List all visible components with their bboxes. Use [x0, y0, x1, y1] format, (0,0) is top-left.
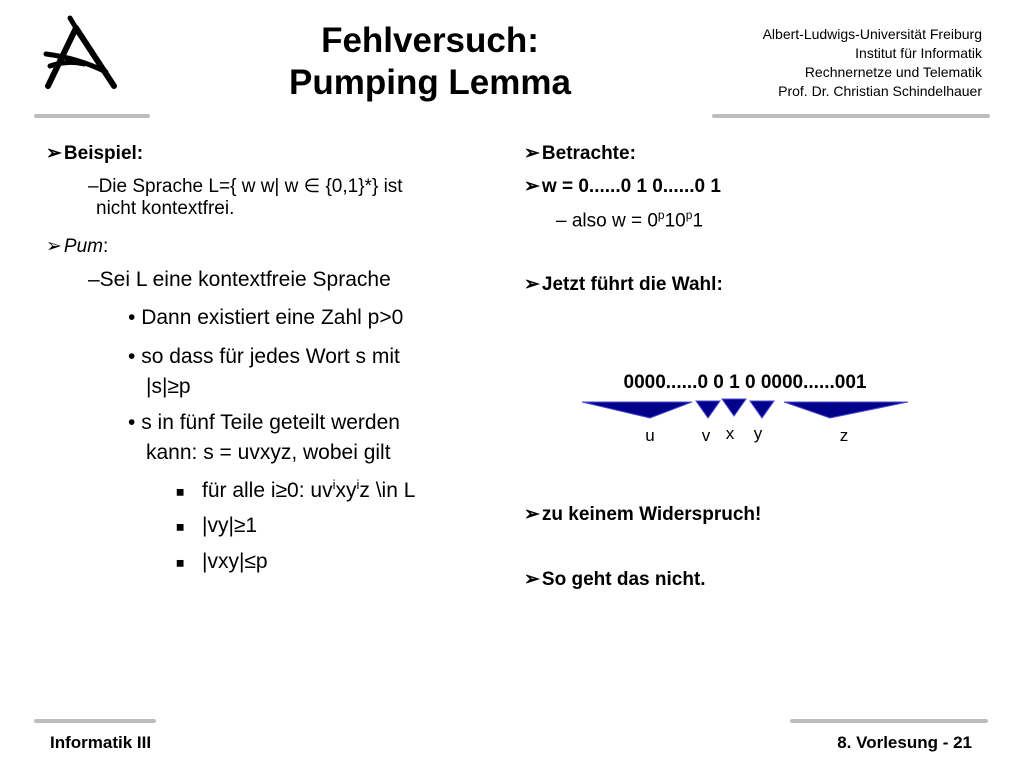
sub-1-sup-2: i: [356, 477, 360, 492]
beispiel-text-line-2: nicht kontextfrei.: [96, 198, 235, 219]
arrowhead-bullet-icon: ➢: [524, 143, 540, 164]
segment-z-triangle: [784, 402, 908, 418]
label-u: u: [645, 426, 655, 445]
arrowhead-bullet-icon: ➢: [524, 504, 540, 525]
label-x: x: [725, 424, 735, 443]
bullet-1-text: Dann existiert eine Zahl p>0: [141, 306, 404, 329]
jetzt-text: Jetzt führt die Wahl:: [541, 274, 723, 295]
beispiel-label: Beispiel:: [63, 143, 144, 164]
bullet-3-text-line-2: kann: s = uvxyz, wobei gilt: [146, 441, 391, 464]
also-text-a: – also w = 0: [556, 210, 658, 232]
beispiel-heading: [46, 142, 143, 165]
sub-3-text: |vxy|≤p: [201, 550, 268, 573]
university-logo: [38, 14, 124, 94]
institution-block: [763, 25, 982, 101]
jetzt-heading: [524, 273, 723, 296]
so-geht-line: [524, 568, 706, 591]
segment-x-triangle: [722, 399, 746, 416]
dot-bullet-icon: •: [128, 345, 142, 368]
arrowhead-bullet-icon: ➢: [524, 569, 540, 590]
also-sup-1: p: [657, 208, 665, 222]
betrachte-label: Betrachte:: [541, 143, 636, 164]
slide-title: [250, 20, 610, 104]
bullet-3-text-line-1: s in fünf Teile geteilt werden: [141, 411, 400, 434]
sub-bullet-1: [176, 477, 415, 503]
header-rule-right: [712, 114, 990, 118]
arrowhead-bullet-icon: ➢: [46, 143, 62, 164]
widerspruch-text: zu keinem Widerspruch!: [541, 504, 762, 525]
widerspruch-line: [524, 503, 761, 526]
word-string: 0000......0 0 1 0 0000......001: [623, 372, 867, 393]
sub-1-sup-1: i: [332, 477, 336, 492]
sub-bullet-3: [176, 550, 268, 574]
segment-y-triangle: [750, 401, 774, 418]
institution-professor: Prof. Dr. Christian Schindelhauer: [778, 83, 982, 99]
dot-bullet-icon: •: [128, 411, 142, 434]
also-text-c: 1: [692, 210, 704, 232]
sub-1-text-a: für alle i≥0: uv: [201, 479, 333, 502]
title-line-1: Fehlversuch:: [321, 21, 539, 60]
also-sup-2: p: [685, 208, 693, 222]
arrowhead-bullet-icon: ➢: [524, 274, 540, 295]
bullet-2-text-line-2: |s|≥p: [146, 375, 191, 398]
pum-label: Pum: [63, 236, 103, 257]
square-bullet-icon: ■: [176, 554, 185, 571]
sub-1-text-c: z \in L: [359, 479, 416, 502]
w-definition: [524, 175, 721, 198]
word-decomposition-diagram: [560, 360, 930, 450]
arrowhead-bullet-icon: ➢: [524, 176, 540, 197]
beispiel-text: [88, 175, 403, 220]
pum-colon: :: [103, 236, 109, 257]
segment-u-triangle: [582, 402, 692, 418]
footer-rule-right: [790, 719, 988, 723]
institution-university: Albert-Ludwigs-Universität Freiburg: [762, 26, 982, 42]
footer-slide-number: 8. Vorlesung - 21: [837, 733, 972, 752]
label-y: y: [753, 424, 763, 443]
institution-institute: Institut für Informatik: [855, 45, 982, 61]
square-bullet-icon: ■: [176, 518, 185, 535]
sei-line: –Sei L eine kontextfreie Sprache: [88, 268, 391, 291]
also-line: [556, 208, 703, 232]
pum-heading: [46, 235, 108, 258]
label-v: v: [701, 426, 711, 445]
title-line-2: Pumping Lemma: [289, 63, 571, 102]
bullet-1: [128, 306, 403, 330]
footer-course-name: Informatik III: [50, 733, 152, 752]
arrowhead-bullet-icon: ➢: [46, 236, 62, 257]
sub-bullet-2: [176, 514, 257, 538]
sub-2-text: |vy|≥1: [201, 514, 258, 537]
square-bullet-icon: ■: [176, 483, 185, 500]
segment-v-triangle: [696, 401, 720, 418]
sub-1-text-b: xy: [335, 479, 357, 502]
bullet-2-text-line-1: so dass für jedes Wort s mit: [141, 345, 400, 368]
bullet-2: [128, 342, 400, 402]
header-rule-left: [34, 114, 150, 118]
w-definition-text: w = 0......0 1 0......0 1: [541, 176, 721, 197]
institution-chair: Rechnernetze und Telematik: [804, 64, 982, 80]
label-z: z: [839, 426, 849, 445]
beispiel-text-line-1: –Die Sprache L={ w w| w ∈ {0,1}*} ist: [88, 176, 403, 197]
dot-bullet-icon: •: [128, 306, 142, 329]
also-text-b: 10: [664, 210, 686, 232]
bullet-3: [128, 408, 400, 468]
betrachte-heading: [524, 142, 636, 165]
so-geht-text: So geht das nicht.: [541, 569, 706, 590]
footer-rule-left: [34, 719, 156, 723]
